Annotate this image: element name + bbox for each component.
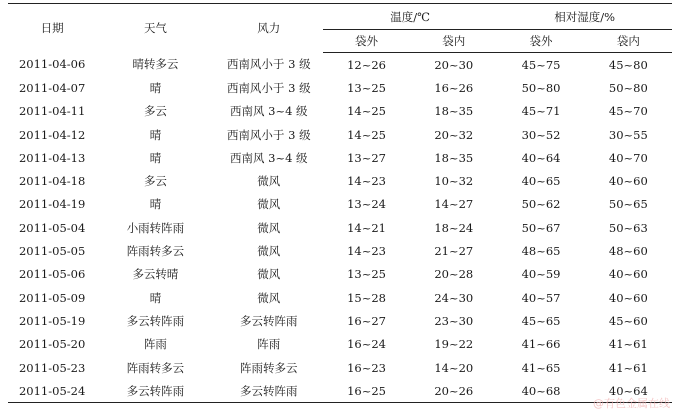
cell-temp-outside: 13~24 [347,197,386,212]
cell-temp-outside: 13~25 [347,267,386,282]
cell-humidity-outside: 41~65 [521,360,561,375]
cell-temp-inside: 21~27 [434,244,474,259]
table-row [8,193,672,216]
cell-temp-outside: 13~25 [347,80,386,95]
cell-wind: 微风 [257,220,281,235]
cell-date: 2011-04-18 [18,174,86,189]
cell-date: 2011-05-05 [18,244,86,259]
header-humidity: 相对湿度/% [497,4,672,30]
table-row [8,239,672,262]
cell-temp-outside: 12~26 [347,57,386,72]
cell-temp-inside: 16~26 [434,80,474,95]
table-row [8,76,672,99]
cell-temp-inside: 24~30 [434,290,474,305]
cell-wind: 西南风小于 3 级 [226,127,311,142]
cell-date: 2011-05-04 [18,220,86,235]
cell-humidity-outside: 50~67 [521,220,561,235]
cell-temp-outside: 16~24 [347,337,386,352]
table-row [8,169,672,192]
cell-temp-inside: 20~32 [434,127,474,142]
cell-humidity-inside: 40~60 [608,267,648,282]
cell-humidity-inside: 41~61 [608,360,648,375]
cell-temp-inside: 14~27 [434,197,474,212]
cell-wind: 微风 [257,244,281,259]
cell-temp-outside: 14~23 [347,174,386,189]
table-row [8,263,672,286]
table-row [8,379,672,403]
header-weather: 天气 [143,21,167,36]
watermark: @有色金属在线 [593,397,670,410]
cell-wind: 西南风小于 3 级 [226,80,311,95]
header-temperature-outside: 袋外 [323,30,410,53]
cell-date: 2011-05-19 [18,313,86,328]
cell-humidity-inside: 48~60 [608,244,648,259]
cell-weather: 小雨转阵雨 [126,220,185,235]
cell-humidity-inside: 40~60 [608,290,648,305]
cell-humidity-inside: 50~80 [608,80,648,95]
cell-wind: 西南风 3~4 级 [229,104,308,119]
cell-weather: 阵雨 [143,337,167,352]
table-row [8,333,672,356]
cell-humidity-outside: 40~59 [521,267,561,282]
table-row [8,356,672,379]
cell-date: 2011-05-09 [18,290,86,305]
cell-humidity-outside: 45~71 [521,104,561,119]
cell-date: 2011-04-06 [18,57,86,72]
cell-temp-outside: 16~27 [347,313,386,328]
table-row [8,100,672,123]
cell-humidity-outside: 50~62 [521,197,561,212]
cell-date: 2011-05-06 [18,267,86,282]
cell-humidity-inside: 50~65 [608,197,648,212]
table-row [8,309,672,332]
cell-humidity-outside: 45~75 [521,57,561,72]
cell-wind: 微风 [257,290,281,305]
cell-temp-inside: 18~35 [434,104,474,119]
cell-temp-outside: 14~23 [347,244,386,259]
cell-wind: 微风 [257,197,281,212]
cell-temp-outside: 13~27 [347,150,386,165]
header-humidity-outside: 袋外 [497,30,584,53]
table-row [8,53,672,77]
cell-humidity-outside: 48~65 [521,244,561,259]
cell-weather: 晴 [149,80,162,95]
cell-weather: 阵雨转多云 [126,244,185,259]
cell-humidity-inside: 40~64 [585,379,672,403]
cell-humidity-outside: 41~66 [521,337,561,352]
cell-wind: 微风 [257,267,281,282]
cell-temp-outside: 16~25 [323,379,410,403]
cell-temp-inside: 20~28 [434,267,474,282]
cell-humidity-inside: 45~60 [608,313,648,328]
cell-weather: 晴 [149,197,162,212]
header-wind: 风力 [257,21,281,36]
cell-temp-inside: 18~35 [434,150,474,165]
cell-humidity-outside: 40~64 [521,150,561,165]
cell-wind: 微风 [257,174,281,189]
cell-weather: 晴转多云 [132,57,179,72]
table-row [8,286,672,309]
cell-humidity-inside: 45~70 [608,104,648,119]
cell-weather: 晴 [149,290,162,305]
cell-date: 2011-04-07 [18,80,86,95]
cell-temp-inside: 23~30 [434,313,474,328]
header-temperature-inside: 袋内 [410,30,497,53]
cell-temp-outside: 15~28 [347,290,386,305]
cell-humidity-outside: 40~65 [521,174,561,189]
table-row [8,123,672,146]
cell-humidity-outside: 50~80 [521,80,561,95]
cell-humidity-outside: 30~52 [521,127,561,142]
cell-weather: 多云转阵雨 [96,379,214,403]
cell-date: 2011-04-12 [18,127,86,142]
cell-wind: 阵雨 [257,337,281,352]
cell-wind: 多云转阵雨 [215,379,323,403]
cell-humidity-inside: 40~60 [608,174,648,189]
cell-humidity-outside: 40~57 [521,290,561,305]
cell-humidity-inside: 40~70 [608,150,648,165]
cell-temp-outside: 14~25 [347,104,386,119]
cell-wind: 西南风小于 3 级 [226,57,311,72]
table-row [8,216,672,239]
cell-weather: 多云转阵雨 [126,313,185,328]
header-humidity-inside: 袋内 [585,30,672,53]
header-temperature: 温度/℃ [323,4,498,30]
table-body [8,53,672,403]
cell-date: 2011-05-24 [8,379,96,403]
cell-date: 2011-05-20 [18,337,86,352]
cell-weather: 阵雨转多云 [126,360,185,375]
cell-humidity-inside: 50~63 [608,220,648,235]
cell-temp-inside: 18~24 [434,220,474,235]
cell-date: 2011-05-23 [18,360,86,375]
cell-temp-inside: 14~20 [434,360,474,375]
cell-temp-inside: 19~22 [434,337,474,352]
cell-temp-inside: 20~30 [434,57,474,72]
cell-weather: 晴 [149,150,162,165]
cell-humidity-inside: 41~61 [608,337,648,352]
cell-weather: 多云 [143,174,167,189]
cell-temp-inside: 20~26 [410,379,497,403]
cell-humidity-inside: 45~80 [608,57,648,72]
cell-wind: 多云转阵雨 [240,313,298,328]
cell-date: 2011-04-19 [18,197,86,212]
cell-weather: 多云转晴 [132,267,179,282]
cell-temp-inside: 10~32 [434,174,474,189]
cell-date: 2011-04-11 [18,104,86,119]
cell-temp-outside: 14~25 [347,127,386,142]
weather-data-table [8,3,672,403]
cell-wind: 西南风 3~4 级 [229,150,308,165]
cell-wind: 阵雨转多云 [240,360,298,375]
table-row [8,146,672,169]
cell-humidity-outside: 45~65 [521,313,561,328]
cell-humidity-outside: 40~68 [497,379,584,403]
cell-temp-outside: 14~21 [347,220,386,235]
cell-weather: 晴 [149,127,162,142]
cell-date: 2011-04-13 [18,150,86,165]
cell-humidity-inside: 30~55 [608,127,648,142]
cell-weather: 多云 [143,104,167,119]
table-header [8,4,672,53]
header-date: 日期 [40,21,64,36]
cell-temp-outside: 16~23 [347,360,386,375]
